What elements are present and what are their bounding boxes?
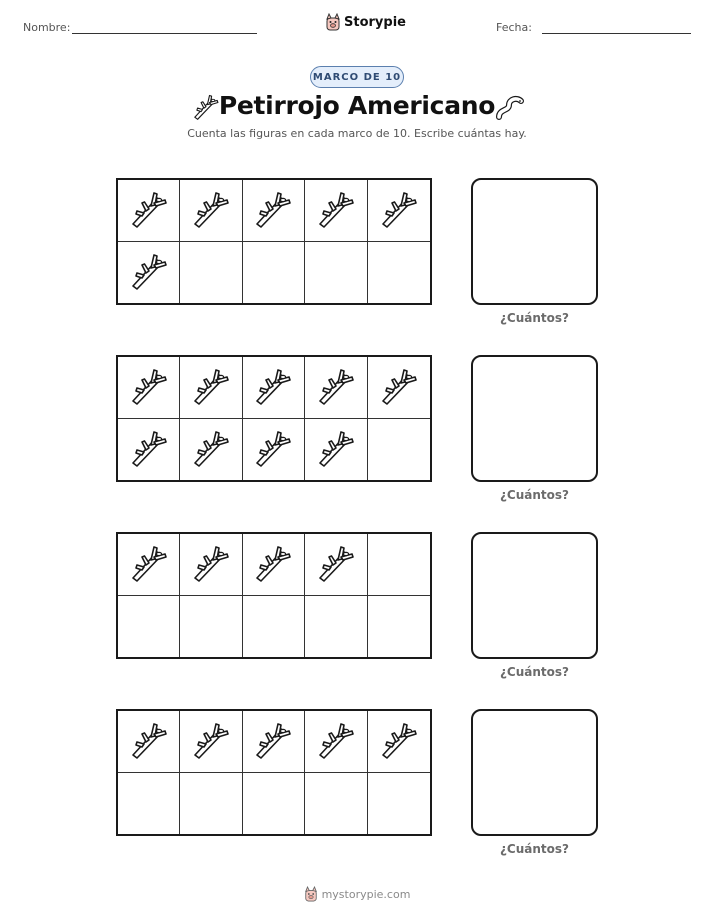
branch-icon (191, 427, 231, 471)
answer-box-2[interactable] (471, 355, 598, 482)
branch-icon (316, 188, 356, 232)
frame-cell (305, 357, 367, 419)
frame-cell (118, 180, 180, 242)
branch-icon (129, 719, 169, 763)
branch-icon (129, 427, 169, 471)
branch-icon (316, 365, 356, 409)
frame-cell (368, 357, 430, 419)
frame-cell (305, 711, 367, 773)
branch-icon (379, 188, 419, 232)
frame-cell (118, 711, 180, 773)
name-label: Nombre: (23, 21, 71, 34)
answer-label: ¿Cuántos? (499, 311, 570, 325)
ten-frame-1 (116, 178, 432, 305)
frame-cell (305, 596, 367, 658)
frame-cell (180, 357, 242, 419)
branch-icon (191, 542, 231, 586)
name-line[interactable] (72, 33, 257, 34)
answer-label: ¿Cuántos? (499, 842, 570, 856)
branch-icon (316, 719, 356, 763)
footer (0, 886, 714, 902)
frame-cell (305, 534, 367, 596)
frame-cell (305, 419, 367, 481)
frame-cell (243, 357, 305, 419)
frame-cell (180, 180, 242, 242)
frame-cell (243, 242, 305, 304)
frame-cell (243, 180, 305, 242)
branch-icon (253, 427, 293, 471)
branch-icon (316, 542, 356, 586)
frame-cell (368, 534, 430, 596)
frame-cell (243, 419, 305, 481)
frame-cell (305, 242, 367, 304)
frame-cell (243, 596, 305, 658)
date-label: Fecha: (496, 21, 532, 34)
answer-label: ¿Cuántos? (499, 665, 570, 679)
frame-cell (368, 180, 430, 242)
answer-box-4[interactable] (471, 709, 598, 836)
frame-cell (118, 242, 180, 304)
frame-cell (180, 596, 242, 658)
footer-url: mystorypie.com (321, 887, 411, 901)
instructions: Cuenta las figuras en cada marco de 10. Escribe cuántas hay. (187, 127, 527, 140)
worm-icon (495, 93, 525, 121)
frame-cell (118, 596, 180, 658)
brand-name: Storypie (344, 14, 406, 30)
frame-cell (368, 596, 430, 658)
answer-box-3[interactable] (471, 532, 598, 659)
frame-cell (243, 711, 305, 773)
frame-cell (368, 419, 430, 481)
branch-icon (129, 188, 169, 232)
branch-icon (129, 250, 169, 294)
ten-frame-2 (116, 355, 432, 482)
frame-cell (118, 534, 180, 596)
date-line[interactable] (542, 33, 691, 34)
page-title: Petirrojo Americano (218, 91, 496, 120)
branch-icon (191, 188, 231, 232)
frame-cell (368, 242, 430, 304)
branch-icon (316, 427, 356, 471)
pig-mascot-icon (304, 886, 318, 902)
frame-cell (305, 773, 367, 835)
branch-icon (191, 719, 231, 763)
ten-frame-4 (116, 709, 432, 836)
frame-cell (180, 711, 242, 773)
branch-icon (129, 542, 169, 586)
branch-icon (253, 365, 293, 409)
frame-cell (180, 534, 242, 596)
frame-cell (243, 773, 305, 835)
brand-logo (325, 13, 406, 31)
frame-cell (118, 773, 180, 835)
frame-cell (180, 242, 242, 304)
frame-cell (368, 711, 430, 773)
frame-cell (118, 357, 180, 419)
branch-icon (379, 365, 419, 409)
branch-icon (129, 365, 169, 409)
answer-box-1[interactable] (471, 178, 598, 305)
answer-label: ¿Cuántos? (499, 488, 570, 502)
pig-mascot-icon (325, 13, 341, 31)
frame-cell (118, 419, 180, 481)
branch-icon (253, 542, 293, 586)
ten-frame-3 (116, 532, 432, 659)
branch-icon (379, 719, 419, 763)
frame-cell (305, 180, 367, 242)
frame-cell (180, 419, 242, 481)
branch-icon (253, 719, 293, 763)
frame-cell (180, 773, 242, 835)
frame-cell (368, 773, 430, 835)
branch-icon (253, 188, 293, 232)
frame-cell (243, 534, 305, 596)
branch-icon (191, 365, 231, 409)
worksheet-type-badge: MARCO DE 10 (310, 66, 404, 88)
